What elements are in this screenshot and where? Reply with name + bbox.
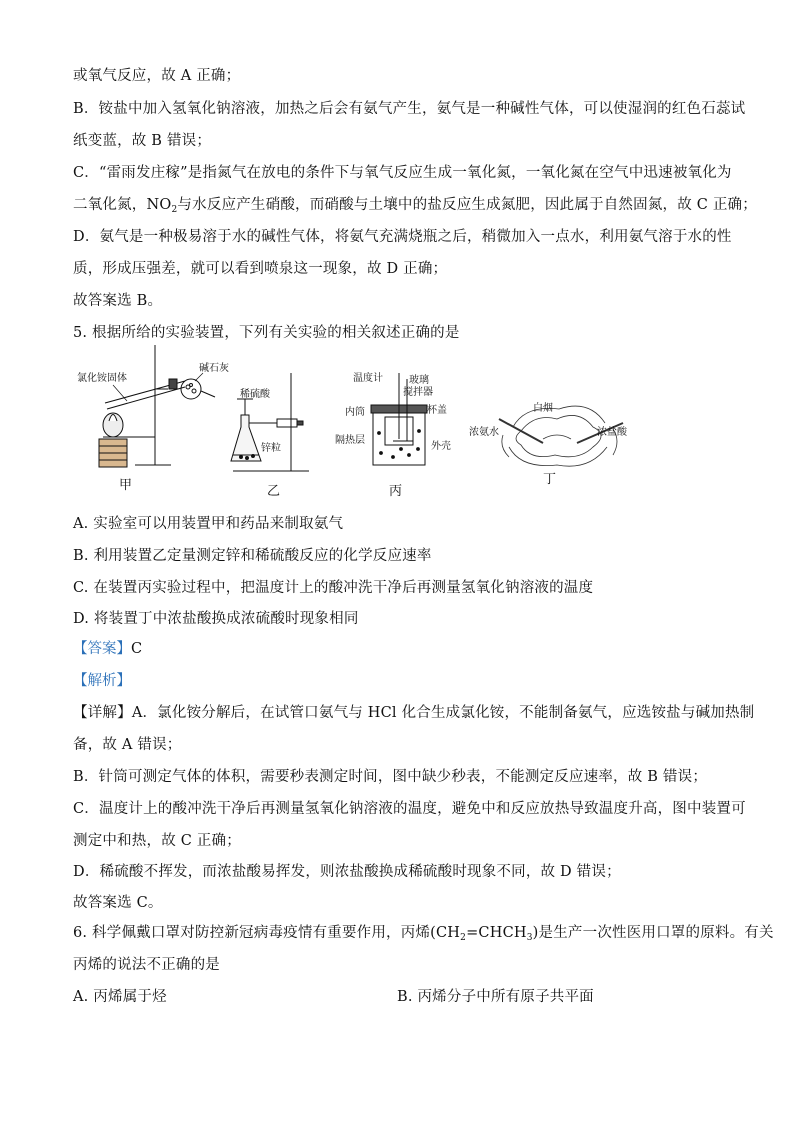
detail-line: C．温度计上的酸冲洗干净后再测量氢氧化钠溶液的温度，避免中和反应放热导致温度升高，图中装置可	[73, 801, 746, 817]
text-segment: 与水反应产生硝酸，而硝酸与土壤中的盐反应生成氮肥，因此属于自然固氮，故 C 正确；	[177, 197, 757, 213]
q6-option-a: A. 丙烯属于烃	[73, 989, 167, 1005]
question-6-stem	[73, 923, 774, 943]
answer-value: C	[131, 641, 143, 657]
label-conc-hcl: 浓盐酸	[597, 427, 627, 438]
detail-tag: 【详解】	[73, 705, 132, 721]
text-line: B．铵盐中加入氢氧化钠溶液，加热之后会有氨气产生，氨气是一种碱性气体，可以使湿润的红色石蕊试	[73, 101, 746, 117]
label-white-smoke: 白烟	[533, 403, 553, 414]
detail-line: 故答案选 C。	[73, 895, 163, 911]
text-line: 纸变蓝，故 B 错误；	[73, 133, 212, 149]
apparatus-yi	[231, 373, 309, 471]
text-segment: 二氧化氮，NO	[73, 197, 172, 213]
caption-bing: 丙	[389, 484, 403, 499]
detail-line	[73, 703, 754, 723]
question-6-stem-cont: 丙烯的说法不正确的是	[73, 957, 220, 973]
label-conc-ammonia: 浓氨水	[469, 427, 499, 438]
analysis-line	[73, 671, 131, 691]
text-segment: =CHCH	[466, 925, 527, 941]
text-line: 或氧气反应，故 A 正确；	[73, 68, 241, 84]
text-line	[73, 195, 757, 215]
label-inner: 内筒	[345, 407, 365, 418]
detail-line: D．稀硫酸不挥发，而浓盐酸易挥发，则浓盐酸换成稀硫酸时现象不同，故 D 错误；	[73, 864, 621, 880]
q5-option-c: C. 在装置丙实验过程中，把温度计上的酸冲洗干净后再测量氢氧化钠溶液的温度	[73, 580, 594, 596]
apparatus-jia	[99, 345, 215, 467]
analysis-tag: 【解析】	[73, 673, 131, 689]
label-dilute-acid: 稀硫酸	[240, 389, 270, 400]
answer-line	[73, 639, 142, 659]
label-nh4cl: 氯化铵固体	[77, 373, 127, 384]
detail-line: B．针筒可测定气体的体积，需要秒表测定时间，图中缺少秒表，不能测定反应速率，故 B 错误；	[73, 769, 708, 785]
label-zinc: 锌粒	[261, 443, 281, 454]
text-line: C．“雷雨发庄稼”是指氮气在放电的条件下与氧气反应生成一氧化氮，一氧化氮在空气中迅速被氧化为	[73, 165, 732, 181]
text-line: 质，形成压强差，就可以看到喷泉这一现象，故 D 正确；	[73, 261, 448, 277]
answer-tag: 【答案】	[73, 641, 131, 657]
caption-yi: 乙	[267, 484, 281, 499]
q5-option-d: D. 将装置丁中浓盐酸换成浓硫酸时现象相同	[73, 611, 359, 627]
label-lid: 杯盖	[427, 405, 447, 416]
label-soda-lime: 碱石灰	[199, 363, 229, 374]
apparatus-svg	[73, 343, 633, 503]
q6-option-b: B. 丙烯分子中所有原子共平面	[397, 989, 594, 1005]
text-line: D．氨气是一种极易溶于水的碱性气体，将氨气充满烧瓶之后，稍微加入一点水，利用氨气溶于水的性	[73, 229, 732, 245]
caption-jia: 甲	[119, 478, 133, 493]
q5-option-a: A. 实验室可以用装置甲和药品来制取氨气	[73, 516, 344, 532]
label-insulation: 隔热层	[335, 435, 365, 446]
subscript: 3	[526, 933, 533, 943]
label-stirrer: 搅拌器	[403, 387, 433, 398]
label-glass: 玻璃	[409, 375, 429, 386]
caption-ding: 丁	[543, 472, 557, 487]
subscript: 2	[460, 933, 467, 943]
detail-line: 备，故 A 错误；	[73, 737, 182, 753]
detail-line: 测定中和热，故 C 正确；	[73, 833, 241, 849]
question-5-stem: 5. 根据所给的实验装置，下列有关实验的相关叙述正确的是	[73, 325, 460, 341]
label-thermometer: 温度计	[353, 373, 383, 384]
apparatus-figure	[73, 343, 633, 503]
detail-text: A．氯化铵分解后，在试管口氨气与 HCl 化合生成氯化铵，不能制备氨气，应选铵盐与碱加热制	[131, 705, 755, 721]
subscript: 2	[171, 205, 178, 215]
text-segment: )是生产一次性医用口罩的原料。有关	[532, 925, 774, 941]
label-shell: 外壳	[431, 441, 451, 452]
q5-option-b: B. 利用装置乙定量测定锌和稀硫酸反应的化学反应速率	[73, 548, 432, 564]
text-segment: 6. 科学佩戴口罩对防控新冠病毒疫情有重要作用，丙烯(CH	[73, 925, 461, 941]
text-line: 故答案选 B。	[73, 293, 163, 309]
